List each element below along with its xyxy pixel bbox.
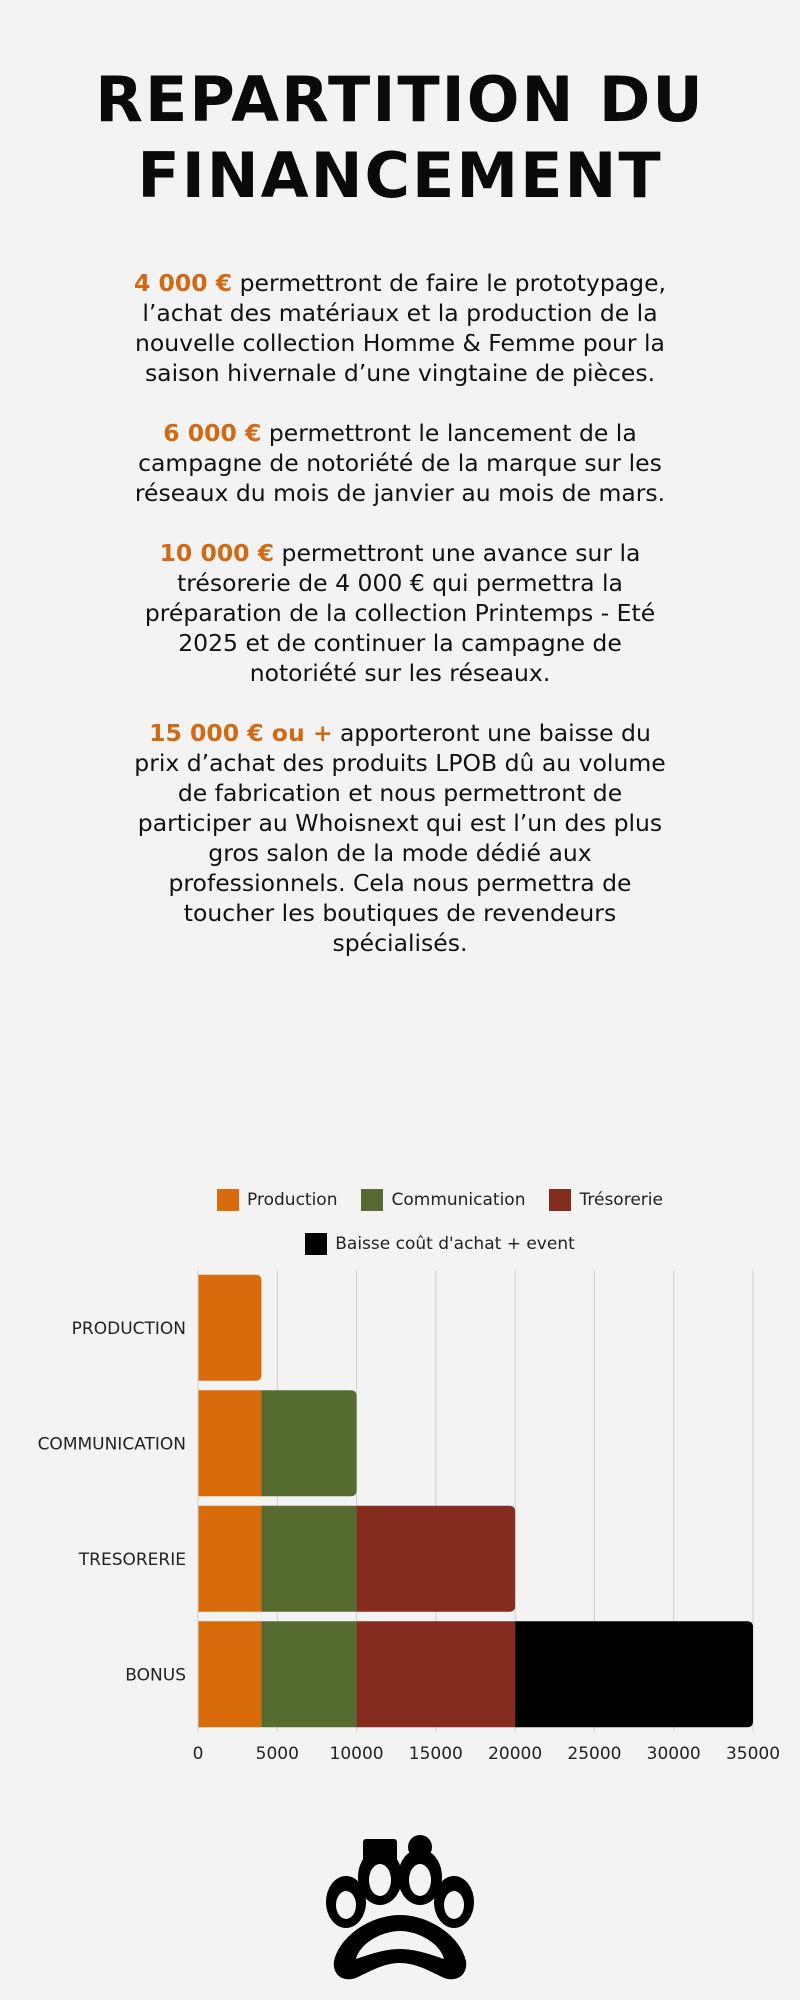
funding-amount-3: 10 000 €	[159, 539, 275, 567]
funding-amount-2: 6 000 €	[163, 419, 262, 447]
bar-segment	[198, 1390, 261, 1496]
page-title	[0, 62, 800, 214]
legend-label-bonus: Baisse coût d'achat + event	[335, 1234, 575, 1254]
x-tick-label: 30000	[646, 1744, 701, 1760]
chart-legend	[0, 1187, 800, 1213]
bar-segment	[515, 1621, 753, 1727]
title-line-1: REPARTITION DU	[95, 63, 705, 136]
funding-description	[130, 268, 670, 988]
bar-segment	[198, 1275, 261, 1381]
x-tick-label: 35000	[725, 1744, 781, 1760]
funding-amount-4: 15 000 € ou +	[149, 719, 333, 747]
funding-text-1: permettront de faire le prototypage, l’achat des matériaux et la production de la nouvelle collection Homme & Femme pour la saison hivernale d’une vingtaine de pièces.	[135, 269, 666, 387]
funding-paragraph-4	[130, 718, 670, 958]
bar-segment	[357, 1506, 516, 1612]
funding-paragraph-1	[130, 268, 670, 388]
legend-label-communication: Communication	[391, 1190, 526, 1210]
legend-item-bonus	[305, 1233, 575, 1255]
legend-swatch-bonus	[305, 1233, 327, 1255]
bar-segment	[198, 1506, 261, 1612]
bar-segment	[357, 1621, 516, 1727]
x-tick-label: 15000	[408, 1744, 463, 1760]
x-tick-label: 20000	[488, 1744, 543, 1760]
y-category-label: COMMUNICATION	[37, 1434, 186, 1455]
title-line-2: FINANCEMENT	[137, 139, 663, 212]
funding-paragraph-3	[130, 538, 670, 688]
funding-paragraph-2	[130, 418, 670, 508]
legend-swatch-tresorerie	[549, 1189, 571, 1211]
y-category-label: BONUS	[125, 1665, 186, 1686]
funding-text-2: permettront le lancement de la campagne de notoriété de la marque sur les réseaux du mois de janvier au mois de mars.	[134, 419, 666, 507]
funding-bar-chart	[0, 1260, 800, 1760]
bar-segment	[261, 1390, 356, 1496]
legend-item-tresorerie	[549, 1189, 662, 1211]
y-category-label: PRODUCTION	[71, 1318, 186, 1339]
bar-segment	[198, 1621, 261, 1727]
funding-text-4: apporteront une baisse du prix d’achat des produits LPOB dû au volume de fabrication et nous permettront de participer au Whoisnext qui est l’un des plus gros salon de la mode dédié aux professionnels. Cela nous permettra de toucher les boutiques de revendeurs spécialisés.	[134, 719, 666, 957]
y-category-label: TRESORERIE	[78, 1549, 186, 1570]
x-tick-label: 25000	[567, 1744, 622, 1760]
funding-amount-1: 4 000 €	[134, 269, 233, 297]
legend-item-communication	[361, 1189, 525, 1211]
legend-label-production: Production	[247, 1190, 338, 1210]
bar-segment	[261, 1506, 356, 1612]
x-tick-label: 10000	[329, 1744, 384, 1760]
chart-legend-row-2	[0, 1231, 800, 1257]
x-tick-label: 0	[192, 1744, 204, 1760]
legend-label-tresorerie: Trésorerie	[579, 1190, 663, 1210]
x-tick-label: 5000	[255, 1744, 299, 1760]
funding-text-3: permettront une avance sur la trésorerie de 4 000 € qui permettra la préparation de la collection Printemps - Eté 2025 et de continuer la campagne de notoriété sur les réseaux.	[144, 539, 656, 687]
bar-segment	[261, 1621, 356, 1727]
legend-item-production	[217, 1189, 337, 1211]
legend-swatch-production	[217, 1189, 239, 1211]
legend-swatch-communication	[361, 1189, 383, 1211]
paw-icon	[320, 1835, 480, 1985]
